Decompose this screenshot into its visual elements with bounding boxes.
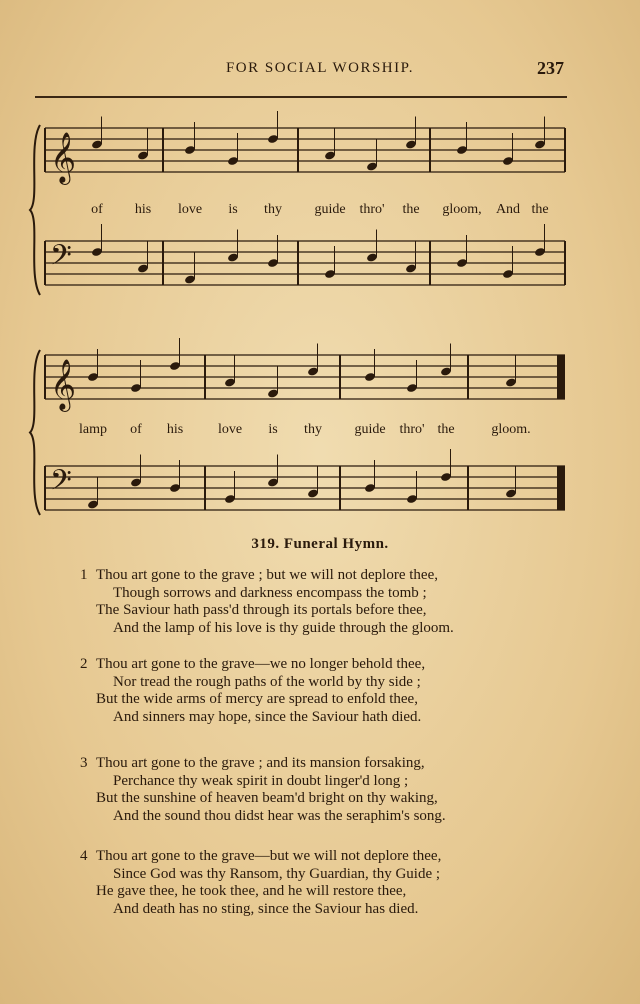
lyric-syllable: his bbox=[166, 422, 184, 437]
bass-clef: 𝄢 bbox=[50, 241, 72, 278]
page-number: 237 bbox=[537, 58, 564, 78]
verse-line: Thou art gone to the grave—but we will not deplore thee, bbox=[96, 848, 442, 864]
verse-line: Thou art gone to the grave ; and its mansion forsaking, bbox=[96, 755, 425, 771]
lyric-syllable: guide bbox=[314, 202, 346, 217]
verse-number: 4 bbox=[80, 848, 88, 864]
treble-clef: 𝄞 bbox=[50, 360, 77, 409]
lyric-syllable: gloom, bbox=[442, 202, 482, 217]
lyric-syllable: of bbox=[91, 202, 103, 217]
lyric-syllable: love bbox=[217, 422, 243, 437]
final-barline bbox=[558, 355, 565, 399]
lyric-syllable: his bbox=[134, 202, 152, 217]
lyric-syllable: And bbox=[495, 202, 521, 217]
bass-clef: 𝄢 bbox=[50, 466, 72, 503]
lyric-syllable: thro' bbox=[359, 202, 385, 217]
verse-line: But the wide arms of mercy are spread to enfold thee, bbox=[96, 691, 418, 707]
final-barline bbox=[558, 466, 565, 510]
verse-line: Nor tread the rough paths of the world by thy side ; bbox=[113, 673, 421, 690]
treble-clef: 𝄞 bbox=[50, 133, 77, 182]
verse-line: And the sound thou didst hear was the seraphim's song. bbox=[113, 807, 446, 824]
lyric-syllable: gloom. bbox=[491, 422, 531, 437]
verse-line: But the sunshine of heaven beam'd bright on thy waking, bbox=[96, 790, 438, 806]
verse-number: 3 bbox=[80, 755, 88, 771]
verse-line: Since God was thy Ransom, thy Guardian, thy Guide ; bbox=[113, 865, 441, 882]
verse-line: Thou art gone to the grave—we no longer behold thee, bbox=[96, 656, 426, 672]
lyric-syllable: thy bbox=[264, 202, 282, 217]
verse-line: Perchance thy weak spirit in doubt linger'd long ; bbox=[113, 772, 409, 789]
lyric-syllable: is bbox=[268, 422, 278, 437]
lyric-syllable: love bbox=[177, 202, 203, 217]
lyric-syllable: thy bbox=[304, 422, 322, 437]
verse-line: And death has no sting, since the Saviour has died. bbox=[113, 900, 419, 917]
verse-number: 2 bbox=[80, 656, 88, 672]
lyric-syllable: of bbox=[130, 422, 142, 437]
verse-line: Thou art gone to the grave ; but we will not deplore thee, bbox=[96, 567, 438, 583]
verse-line: And sinners may hope, since the Saviour hath died. bbox=[113, 708, 422, 725]
lyric-syllable: thro' bbox=[399, 422, 425, 437]
lyric-syllable: is bbox=[228, 202, 238, 217]
lyric-syllable: the bbox=[531, 202, 549, 217]
hymn-title: 319. Funeral Hymn. bbox=[251, 536, 389, 552]
verse-line: He gave thee, he took thee, and he will restore thee, bbox=[96, 883, 407, 899]
verse-line: Though sorrows and darkness encompass the tomb ; bbox=[113, 584, 427, 601]
brace bbox=[30, 350, 40, 515]
brace bbox=[30, 125, 40, 295]
lyric-syllable: the bbox=[437, 422, 455, 437]
verse-line: And the lamp of his love is thy guide through the gloom. bbox=[113, 619, 454, 636]
lyric-syllable: guide bbox=[354, 422, 386, 437]
verse-number: 1 bbox=[80, 567, 88, 583]
verse-line: The Saviour hath pass'd through its portals before thee, bbox=[96, 602, 427, 618]
running-title: FOR SOCIAL WORSHIP. bbox=[225, 60, 415, 76]
lyric-syllable: lamp bbox=[79, 422, 107, 437]
lyric-syllable: the bbox=[402, 202, 420, 217]
